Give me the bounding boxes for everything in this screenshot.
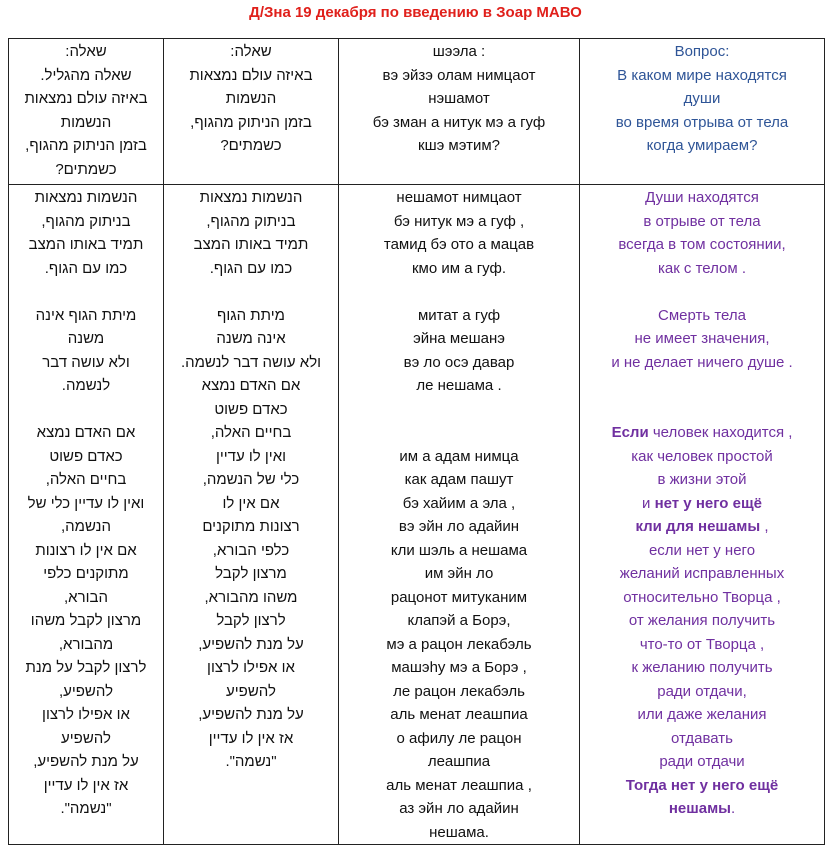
text-line: тамид бэ ото а мацав — [383, 236, 535, 253]
text-line: или даже желания — [637, 706, 767, 723]
text-line: מתוקנים כלפי — [43, 565, 129, 582]
text-line: בניתוק מהגוף, — [206, 212, 296, 230]
paragraph — [11, 304, 161, 398]
page-title: Д/Зна 19 декабря по введению в Зоар МАВО — [249, 4, 582, 21]
text-line: ле нешама . — [416, 377, 502, 394]
text-line: אם האדם נמצא — [201, 377, 301, 394]
text-line: вэ эйн ло адайин — [398, 518, 520, 535]
text-line: אז אין לו עדיין — [43, 776, 129, 794]
text-line: כשמתים? — [220, 137, 282, 154]
text-line: הנשמה, — [61, 518, 111, 535]
answer-row — [9, 185, 825, 845]
translation-table — [8, 38, 825, 845]
text-line: в жизни этой — [657, 471, 747, 488]
text-line: רצונות מתוקנים — [202, 518, 300, 535]
text-line: кшэ мэтим? — [418, 137, 500, 154]
text-line: מהבורא, — [58, 635, 114, 653]
text-line: בחיים האלה, — [45, 471, 127, 488]
text-line: ле рацон лекабэль — [393, 682, 525, 700]
text-line: משנה — [67, 330, 105, 347]
text-line: ולא עושה דבר לנשמה. — [180, 353, 322, 371]
text-line: הנשמות — [225, 90, 277, 107]
paragraph — [11, 421, 161, 821]
text-line: תמיד באותו המצב — [28, 236, 144, 253]
text-line: ולא עושה דבר — [42, 353, 130, 371]
text-line: машэһу мэ а Борэ , — [391, 659, 527, 676]
text-line: להשפיע, — [58, 682, 114, 700]
text-line: как с телом . — [657, 259, 747, 277]
text-line: им а адам нимца — [399, 447, 519, 465]
text-line: бэ зман а нитук мэ а гуф — [372, 113, 546, 131]
paragraph — [341, 304, 577, 398]
text-line: кмо им а гуф. — [411, 259, 507, 277]
text-line: вэ эйзэ олам нимцаот — [382, 66, 536, 84]
text-line: מרצון לקבל — [215, 565, 287, 582]
text-line: כמו עם הגוף. — [44, 259, 128, 277]
text-line: о афилу ле рацон — [396, 729, 522, 747]
question-transliteration — [339, 39, 580, 185]
question-hebrew-1 — [9, 39, 164, 185]
question-russian — [580, 39, 825, 185]
paragraph — [166, 186, 336, 280]
text-line: שאלה: — [230, 43, 272, 60]
text-line: כמו עם הגוף. — [209, 259, 293, 277]
text-line: מיתת הגוף — [217, 306, 285, 324]
text-line: לרצון לקבל על מנת — [25, 659, 147, 676]
text-line: הנשמות — [60, 113, 112, 131]
paragraph — [341, 445, 577, 845]
text-line: если нет у него — [648, 541, 756, 559]
text-line: аль менат леашпиа , — [386, 776, 532, 794]
text-line: או אפילו לרצון — [42, 706, 130, 723]
text-line: всегда в том состоянии, — [618, 236, 786, 253]
text-line: הנשמות נמצאות — [34, 189, 138, 206]
text-line: הנשמות נמצאות — [199, 189, 303, 206]
text-line: рацонот митуканим — [390, 588, 528, 606]
text-line: "נשמה". — [225, 753, 277, 770]
text-line: Души находятся — [645, 189, 759, 206]
text-line: к желанию получить — [631, 659, 773, 676]
text-line: отдавать — [671, 729, 733, 747]
text-line: ואין לו עדיין כלי של — [27, 494, 145, 512]
text-line: לנשמה. — [61, 377, 111, 394]
text-line: בזמן הניתוק מהגוף, — [25, 137, 147, 154]
text-line: מרצון לקבל משהו — [30, 612, 142, 629]
text-line: митат а гуф — [417, 306, 501, 324]
text-line: и не делает ничего душе . — [611, 353, 793, 371]
text-line: כאדם פשוט — [49, 447, 123, 465]
paragraph — [582, 304, 822, 375]
text-line: כשמתים? — [55, 160, 117, 178]
text-line: им эйн ло — [424, 565, 494, 582]
text-line: כלי של הנשמה, — [202, 471, 300, 488]
text-line: להשפיע — [226, 682, 276, 700]
text-line: мэ а рацон лекабэль — [386, 635, 532, 653]
question-hebrew-2 — [164, 39, 339, 185]
text-line: как адам пашут — [404, 471, 514, 488]
text-line: באיזה עולם נמצאות — [189, 66, 313, 84]
text-line: כאדם פשוט — [214, 400, 288, 418]
text-line: относительно Творца , — [623, 588, 781, 606]
text-line: аз эйн ло адайин — [399, 800, 519, 817]
text-line: бэ нитук мэ а гуф , — [393, 212, 525, 230]
text-line: על מנת להשפיע, — [33, 753, 139, 770]
text-line: על מנת להשפיע, — [198, 706, 304, 723]
paragraph — [166, 304, 336, 375]
text-line: אם אין לו — [222, 494, 280, 512]
text-line: בחיים האלה, — [210, 424, 292, 441]
text-line: бэ хайим а эла , — [402, 494, 516, 512]
text-line: Смерть тела — [658, 306, 746, 324]
answer-hebrew-1 — [9, 185, 164, 845]
text-line: או אפילו לרצון — [207, 659, 295, 676]
question-row — [9, 39, 825, 185]
paragraph: Если человек находится , как человек простой в жизни этой и нет у него ещё кли для нешамы , если нет у него желаний исправленных относительно Творца , от желания получить что-то от Творца , к желанию получить ради отдачи, или даже желания отдавать ради отдачи Тогда нет у него ещё нешамы. — [582, 421, 822, 821]
text-line: как человек простой — [631, 447, 773, 465]
text-line: не имеет значения, — [634, 330, 770, 347]
text-line: нешама. — [429, 823, 489, 841]
paragraph — [582, 186, 822, 280]
text-line: תמיד באותו המצב — [193, 236, 309, 253]
answer-hebrew-2 — [164, 185, 339, 845]
text-line: желаний исправленных — [619, 565, 785, 582]
text-line: בניתוק מהגוף, — [41, 212, 131, 230]
text-line: על מנת להשפיע, — [198, 635, 304, 653]
answer-russian — [580, 185, 825, 845]
paragraph — [341, 186, 577, 280]
text-line: нешамот нимцаот — [396, 189, 522, 206]
text-line: בזמן הניתוק מהגוף, — [190, 113, 312, 131]
text-line: от желания получить — [628, 612, 776, 629]
text-line: ради отдачи — [659, 753, 745, 770]
paragraph — [166, 374, 336, 774]
text-line: אינה משנה — [216, 330, 286, 347]
paragraph — [11, 186, 161, 280]
text-line: משהו מהבורא, — [204, 588, 298, 606]
text-line: שאלה: — [65, 43, 107, 60]
text-line: אם אין לו רצונות — [35, 541, 137, 559]
text-line: когда умираем? — [646, 137, 758, 154]
text-line: кли шэль а нешама — [390, 541, 528, 559]
text-line: באיזה עולם נמצאות — [24, 90, 148, 107]
text-line: ради отдачи, — [657, 682, 747, 700]
text-line: нэшамот — [428, 90, 490, 107]
text-line: во время отрыва от тела — [615, 113, 789, 131]
text-line: шээла : — [432, 43, 486, 60]
text-line: להשפיע — [61, 729, 111, 747]
text-line: в отрыве от тела — [643, 212, 761, 230]
text-line: מיתת הגוף אינה — [35, 306, 137, 324]
text-line: что-то от Творца , — [639, 635, 765, 653]
text-line: Вопрос: — [674, 43, 730, 60]
text-line: אז אין לו עדיין — [208, 729, 294, 747]
text-line: לרצון לקבל — [216, 612, 286, 629]
text-line: вэ ло осэ давар — [403, 353, 515, 371]
answer-transliteration — [339, 185, 580, 845]
text-line: клапэй а Борэ, — [407, 612, 511, 629]
text-line: души — [683, 90, 721, 107]
text-line: В каком мире находятся — [617, 66, 787, 84]
text-line: эйна мешанэ — [413, 330, 505, 347]
text-line: הבורא, — [64, 588, 108, 606]
text-line: аль менат леашпиа — [390, 706, 528, 723]
text-line: "נשמה". — [60, 800, 112, 817]
text-line: כלפי הבורא, — [212, 541, 290, 559]
text-line: ואין לו עדיין — [215, 447, 287, 465]
text-line: שאלה מהגליל. — [40, 66, 132, 84]
text-line: леашпиа — [427, 753, 491, 770]
text-line: אם האדם נמצא — [36, 424, 136, 441]
